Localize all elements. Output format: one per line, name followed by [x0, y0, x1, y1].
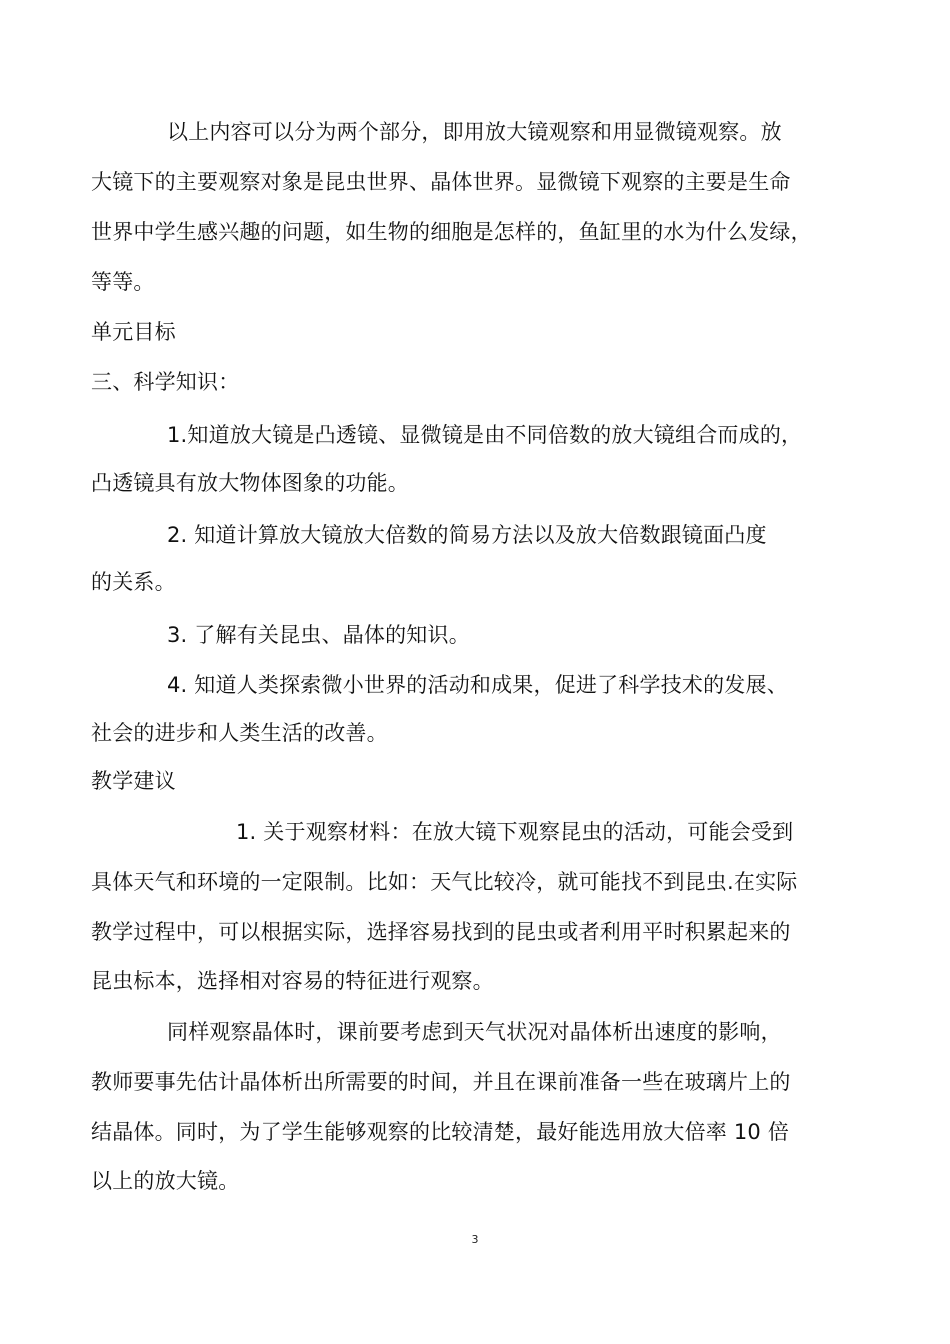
paragraph-line: 世界中学生感兴趣的问题，如生物的细胞是怎样的，鱼缸里的水为什么发绿，	[91, 220, 812, 244]
paragraph-line: 教学过程中，可以根据实际，选择容易找到的昆虫或者利用平时积累起来的	[91, 920, 791, 944]
paragraph-line: 具体天气和环境的一定限制。比如：天气比较冷，就可能找不到昆虫.在实际	[91, 870, 798, 894]
paragraph-line: 同样观察晶体时，课前要考虑到天气状况对晶体析出速度的影响，	[167, 1020, 782, 1044]
list-item-line: 4. 知道人类探索微小世界的活动和成果，促进了科学技术的发展、	[167, 673, 788, 697]
section-heading: 单元目标	[91, 320, 176, 344]
paragraph-line: 昆虫标本，选择相对容易的特征进行观察。	[91, 969, 494, 993]
paragraph-line: 教师要事先估计晶体析出所需要的时间，并且在课前准备一些在玻璃片上的	[91, 1070, 791, 1094]
paragraph-line: 以上内容可以分为两个部分，即用放大镜观察和用显微镜观察。放	[167, 120, 782, 144]
list-item-line: 3. 了解有关昆虫、晶体的知识。	[167, 623, 470, 647]
section-heading: 教学建议	[91, 769, 176, 793]
list-item-line: 1.知道放大镜是凸透镜、显微镜是由不同倍数的放大镜组合而成的，	[167, 423, 803, 447]
paragraph-line: 以上的放大镜。	[91, 1169, 240, 1193]
paragraph-line: 结晶体。同时，为了学生能够观察的比较清楚，最好能选用放大倍率 10 倍	[91, 1120, 790, 1144]
page-number: 3	[471, 1233, 479, 1246]
paragraph-line: 等等。	[91, 270, 155, 294]
paragraph-line: 大镜下的主要观察对象是昆虫世界、晶体世界。显微镜下观察的主要是生命	[91, 170, 791, 194]
list-item-line: 2. 知道计算放大镜放大倍数的简易方法以及放大倍数跟镜面凸度	[167, 523, 767, 547]
paragraph-line: 1. 关于观察材料：在放大镜下观察昆虫的活动，可能会受到	[236, 820, 794, 844]
list-item-line: 的关系。	[91, 570, 176, 594]
list-item-line: 社会的进步和人类生活的改善。	[91, 721, 388, 745]
section-heading: 三、科学知识：	[91, 370, 240, 394]
list-item-line: 凸透镜具有放大物体图象的功能。	[91, 471, 409, 495]
